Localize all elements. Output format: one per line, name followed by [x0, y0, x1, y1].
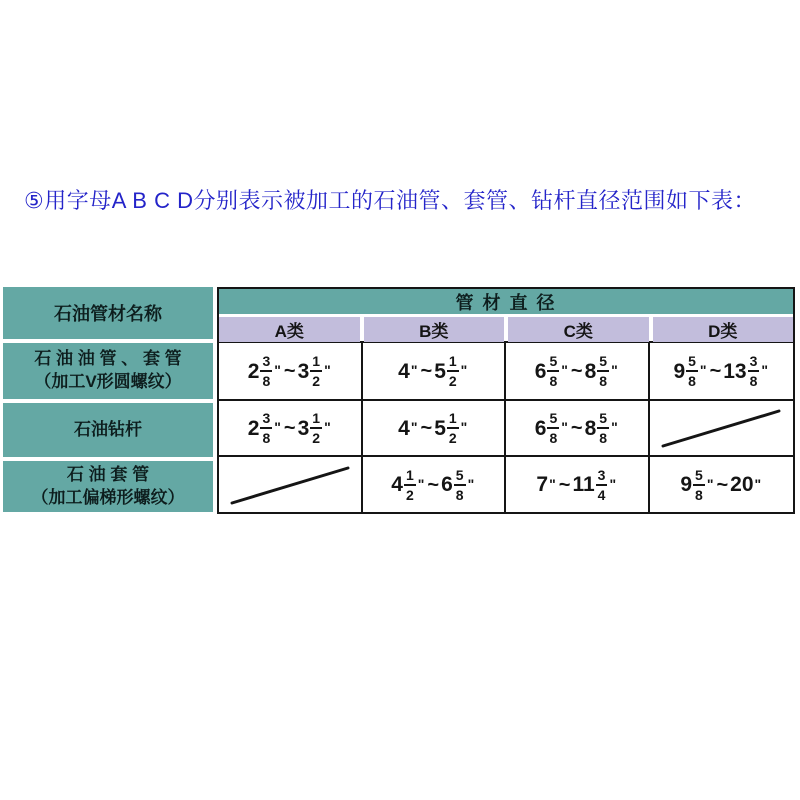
row-name-cell	[3, 403, 213, 457]
value-cell	[219, 401, 363, 457]
value-whole-number: 9	[680, 473, 693, 496]
value-fraction	[310, 354, 322, 388]
value-fraction	[597, 411, 609, 445]
fraction-denominator: 8	[597, 370, 609, 388]
inch-mark: "	[549, 475, 556, 492]
value-whole-number: 4	[398, 359, 410, 383]
value-fraction	[310, 411, 322, 445]
fraction-denominator: 8	[597, 427, 609, 445]
value-whole-number: 5	[434, 359, 446, 383]
fraction-numerator: 5	[688, 353, 696, 369]
fraction-denominator: 8	[260, 370, 272, 388]
row-name-line: 石油钻杆	[74, 419, 142, 439]
value-whole-number: 8	[584, 416, 597, 440]
diameter-data-region	[217, 287, 795, 514]
value-whole-number: 13	[723, 359, 747, 383]
fraction-denominator: 2	[310, 370, 322, 388]
fraction-denominator: 2	[447, 370, 459, 388]
inch-mark: "	[699, 362, 707, 378]
inch-mark: "	[467, 475, 475, 492]
value-whole-number: 4	[391, 473, 403, 496]
inch-mark: "	[561, 362, 568, 378]
fraction-numerator: 3	[597, 466, 606, 483]
inch-mark: "	[460, 362, 468, 378]
value-cell	[363, 343, 507, 401]
value-whole-number: 11	[572, 473, 595, 496]
value-cell	[506, 401, 650, 457]
value-cell	[363, 457, 507, 512]
range-separator: ~	[558, 473, 571, 496]
fraction-denominator: 8	[693, 484, 705, 502]
page-title: ⑤用字母A B C D分别表示被加工的石油管、套管、钻杆直径范围如下表：	[24, 188, 756, 213]
inch-mark: "	[410, 419, 418, 435]
fraction-numerator: 1	[448, 410, 457, 426]
value-whole-number: 6	[534, 416, 547, 440]
fraction-numerator: 5	[695, 466, 703, 483]
value-fraction	[547, 354, 559, 388]
range-separator: ~	[420, 417, 433, 439]
value-whole-number: 2	[247, 416, 260, 440]
row-name-line: 石 油 套 管	[66, 464, 150, 484]
fraction-numerator: 3	[262, 410, 271, 426]
row-header-title-cell: 石油管材名称	[3, 287, 213, 339]
inch-mark: "	[754, 475, 762, 492]
fraction-numerator: 1	[312, 410, 321, 426]
diagonal-slash	[658, 406, 784, 450]
value-whole-number: 4	[398, 416, 410, 440]
inch-mark: "	[410, 362, 418, 378]
value-fraction	[447, 411, 459, 445]
inch-mark: "	[324, 419, 331, 435]
value-whole-number: 8	[584, 359, 597, 383]
value-cell	[650, 401, 794, 457]
fraction-numerator: 3	[262, 353, 271, 369]
value-whole-number: 6	[534, 359, 547, 383]
range-separator: ~	[427, 473, 440, 496]
class-header-cell-b: B类	[364, 317, 505, 342]
value-cell	[363, 401, 507, 457]
inch-mark: "	[274, 362, 281, 378]
class-header-row	[219, 317, 793, 341]
value-whole-number: 5	[434, 416, 446, 440]
fraction-numerator: 1	[448, 353, 457, 369]
value-cell	[219, 457, 363, 512]
value-whole-number: 3	[297, 416, 310, 440]
fraction-numerator: 5	[549, 410, 558, 426]
row-name-line: 石 油 油 管 、 套 管	[34, 349, 182, 369]
class-header-cell-c: C类	[508, 317, 649, 342]
fraction-numerator: 5	[599, 353, 608, 369]
fraction-denominator: 2	[404, 484, 416, 502]
value-fraction	[404, 468, 416, 502]
inch-mark: "	[561, 419, 568, 435]
fraction-denominator: 8	[454, 484, 466, 502]
value-whole-number: 6	[441, 473, 453, 496]
fraction-denominator: 8	[748, 370, 760, 388]
inch-mark: "	[706, 475, 714, 492]
fraction-numerator: 3	[749, 353, 758, 369]
value-fraction	[597, 354, 609, 388]
value-cell	[506, 457, 650, 512]
value-whole-number: 20	[730, 473, 754, 496]
value-grid	[219, 341, 793, 512]
value-fraction	[260, 354, 272, 388]
value-fraction	[686, 354, 698, 388]
inch-mark: "	[274, 419, 281, 435]
inch-mark: "	[324, 362, 331, 378]
value-fraction	[596, 468, 608, 502]
fraction-numerator: 1	[405, 466, 414, 483]
row-name-line: （加工偏梯形螺纹）	[31, 487, 185, 507]
value-whole-number: 3	[297, 359, 310, 383]
value-fraction	[447, 354, 459, 388]
range-separator: ~	[420, 360, 433, 382]
inch-mark: "	[417, 475, 425, 492]
row-name-column	[3, 287, 213, 514]
class-header-cell-d: D类	[653, 317, 794, 342]
range-separator: ~	[283, 360, 296, 382]
inch-mark: "	[609, 475, 617, 492]
value-cell	[650, 457, 794, 512]
diagonal-slash	[227, 463, 353, 507]
fraction-denominator: 8	[547, 427, 559, 445]
inch-mark: "	[611, 419, 618, 435]
fraction-denominator: 8	[686, 370, 698, 388]
value-whole-number: 7	[536, 473, 549, 496]
fraction-numerator: 5	[599, 410, 608, 426]
range-separator: ~	[570, 417, 583, 439]
value-cell	[219, 343, 363, 401]
range-separator: ~	[283, 417, 296, 439]
range-separator: ~	[709, 360, 722, 382]
value-whole-number: 9	[673, 359, 686, 383]
inch-mark: "	[761, 362, 769, 378]
value-fraction	[693, 468, 705, 502]
fraction-denominator: 2	[447, 427, 459, 445]
fraction-denominator: 8	[260, 427, 272, 445]
value-fraction	[454, 468, 466, 502]
value-cell	[506, 343, 650, 401]
range-separator: ~	[716, 473, 729, 496]
value-whole-number: 2	[247, 359, 260, 383]
value-fraction	[748, 354, 760, 388]
fraction-numerator: 5	[455, 466, 464, 483]
fraction-numerator: 5	[549, 353, 558, 369]
value-cell	[650, 343, 794, 401]
row-name-cell	[3, 343, 213, 399]
value-fraction	[260, 411, 272, 445]
row-name-cell	[3, 461, 213, 512]
diameter-header-cell: 管 材 直 径	[219, 289, 793, 314]
fraction-denominator: 8	[547, 370, 559, 388]
class-header-cell-a: A类	[219, 317, 360, 342]
inch-mark: "	[460, 419, 468, 435]
fraction-denominator: 4	[596, 484, 608, 502]
fraction-numerator: 1	[312, 353, 321, 369]
inch-mark: "	[611, 362, 618, 378]
range-separator: ~	[570, 360, 583, 382]
fraction-denominator: 2	[310, 427, 322, 445]
row-name-line: （加工V形圆螺纹）	[34, 372, 182, 391]
petrol-pipe-table	[3, 287, 795, 514]
value-fraction	[547, 411, 559, 445]
